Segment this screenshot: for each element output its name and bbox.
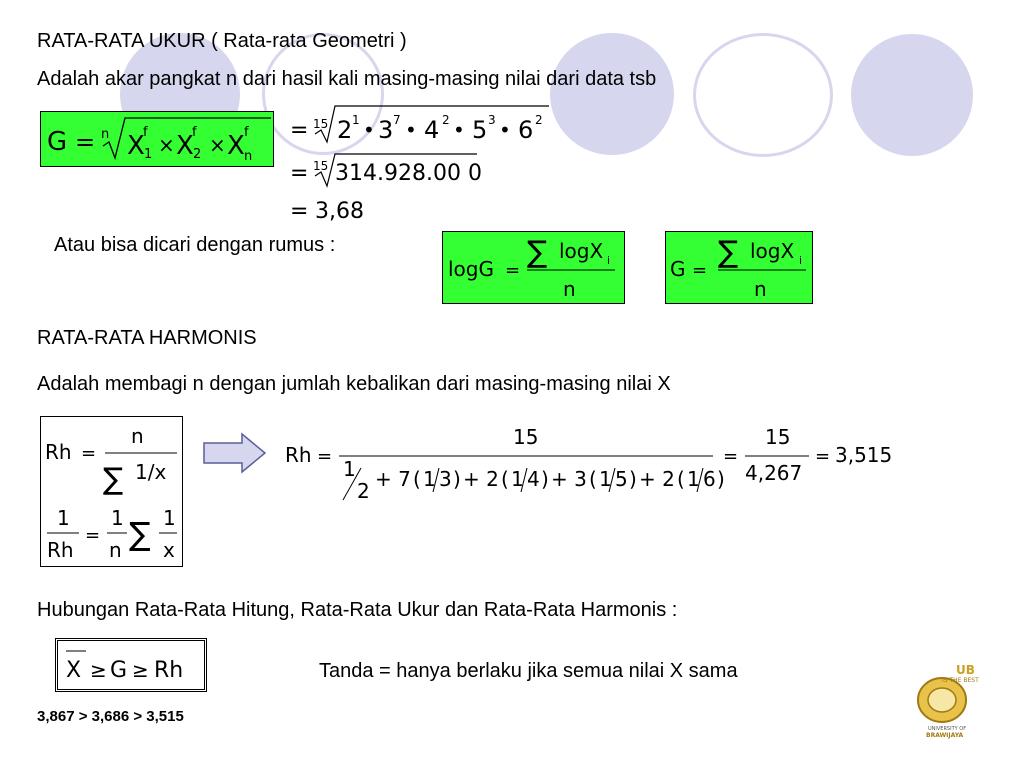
harm2-one-a: 1	[57, 506, 70, 530]
harm2-rh: Rh	[47, 538, 74, 562]
harm-lhs: Rh	[45, 440, 72, 464]
hc-t0: 1	[343, 457, 356, 481]
logo-best: IS THE BEST	[942, 677, 979, 684]
formula-harmonic-box	[40, 416, 183, 567]
rel-g: G	[110, 658, 128, 683]
harm2-one-c: 1	[163, 506, 176, 530]
times-1: ×	[158, 133, 175, 157]
formula-geometric	[41, 112, 273, 166]
rel-ge-2: ≥	[132, 658, 149, 682]
harm2-x: x	[163, 538, 175, 562]
calc-result: 3,68	[315, 199, 364, 224]
exp-1: f	[143, 125, 148, 140]
calc-eq-3: =	[290, 199, 309, 224]
calc-b2: 3	[378, 116, 394, 144]
svg-text:): )	[453, 467, 461, 491]
relation-formula	[58, 641, 204, 689]
calc-geometric	[285, 100, 565, 230]
calc-e3: 2	[442, 113, 450, 127]
arrow-right-icon	[202, 432, 268, 474]
hc-eq-3: =	[815, 446, 831, 467]
exp-2: f	[192, 125, 197, 140]
formula-g	[666, 232, 812, 303]
svg-text:(: (	[589, 467, 597, 491]
formula-geometric-box	[40, 111, 274, 167]
calc-dot-3: •	[453, 118, 465, 142]
hc-t8: + 3	[551, 467, 587, 491]
title-geometric-mean: RATA-RATA UKUR ( Rata-rata Geometri )	[37, 30, 407, 52]
calc-root-index-1: 15	[313, 117, 329, 131]
harm-num: n	[131, 424, 144, 448]
calc-e4: 3	[488, 113, 496, 127]
exp-n: f	[244, 125, 249, 140]
rel-xbar: X	[66, 658, 82, 683]
calc-dot-1: •	[363, 118, 375, 142]
hc-t2: + 7	[375, 467, 411, 491]
relation-formula-box	[55, 638, 207, 692]
hc-lhs: Rh	[285, 443, 312, 467]
harm2-n: n	[109, 538, 122, 562]
g-lhs: G	[670, 257, 686, 281]
calc-dot-2: •	[405, 118, 417, 142]
svg-text:(: (	[677, 467, 685, 491]
calc-b4: 5	[472, 116, 488, 144]
sub-2: 2	[193, 147, 202, 162]
harm2-sum: ∑	[129, 515, 151, 553]
calc-dot-4: •	[499, 118, 511, 142]
rel-rh: Rh	[154, 658, 184, 683]
log-sub: i	[607, 254, 611, 267]
title-harmonic-mean: RATA-RATA HARMONIS	[37, 327, 257, 349]
svg-text:): )	[541, 467, 549, 491]
hc-num2: 15	[765, 425, 791, 449]
log-den: n	[563, 277, 576, 301]
calc-root-index-2: 15	[313, 159, 329, 173]
svg-text:(: (	[501, 467, 509, 491]
log-lhs: logG	[448, 257, 494, 281]
hc-t13: 6	[703, 467, 716, 491]
hc-num: 15	[513, 425, 539, 449]
numeric-relation: 3,867 > 3,686 > 3,515	[37, 708, 184, 725]
calc-e1: 1	[352, 113, 360, 127]
relation-title: Hubungan Rata-Rata Hitung, Rata-Rata Ukur dan Rata-Rata Harmonis :	[37, 599, 678, 621]
log-eq: =	[505, 260, 521, 281]
hc-t1: 2	[357, 479, 370, 503]
hc-t7: 4	[527, 467, 540, 491]
university-logo	[912, 660, 980, 740]
times-2: ×	[209, 133, 226, 157]
hc-result: 3,515	[835, 443, 893, 467]
hc-t6: 1	[511, 467, 524, 491]
calc-product: 314.928.00 0	[335, 161, 482, 186]
g-sub: i	[799, 254, 803, 267]
formula-harmonic	[41, 417, 182, 566]
formula-eq: =	[75, 128, 96, 156]
calc-b3: 4	[424, 116, 440, 144]
base-x1: X	[127, 131, 145, 161]
decor-circle-4	[693, 33, 833, 157]
formula-g-box	[665, 231, 813, 304]
log-num: logX	[559, 239, 604, 263]
equality-note: Tanda = hanya berlaku jika semua nilai X sama	[319, 660, 738, 682]
definition-harmonic-mean: Adalah membagi n dengan jumlah kebalikan dari masing-masing nilai X	[37, 373, 671, 395]
hc-t5: + 2	[463, 467, 499, 491]
g-den: n	[754, 277, 767, 301]
hc-t10: 5	[615, 467, 628, 491]
calc-eq-2: =	[290, 161, 309, 186]
sub-1: 1	[144, 147, 153, 162]
harm-sum: ∑	[103, 462, 124, 497]
calc-eq-1: =	[290, 118, 309, 143]
logo-univ: UNIVERSITY OF	[928, 726, 967, 732]
logo-brawijaya: BRAWIJAYA	[926, 732, 964, 739]
root-index: n	[101, 127, 110, 142]
calc-e5: 2	[535, 113, 543, 127]
harm-den: 1/x	[135, 460, 167, 484]
base-x2: X	[176, 131, 194, 161]
decor-circle-3	[550, 33, 674, 155]
calc-b1: 2	[337, 116, 353, 144]
log-sum: ∑	[527, 235, 548, 270]
hc-t11: + 2	[639, 467, 675, 491]
formula-lhs: G	[47, 127, 68, 157]
g-eq: =	[692, 260, 708, 281]
formula-log	[443, 232, 624, 303]
definition-geometric-mean: Adalah akar pangkat n dari hasil kali masing-masing nilai dari data tsb	[37, 68, 657, 90]
alt-formula-text: Atau bisa dicari dengan rumus :	[54, 234, 336, 256]
calc-harmonic	[283, 420, 903, 510]
harm2-one-b: 1	[111, 506, 124, 530]
harm-eq: =	[81, 443, 97, 464]
formula-log-box	[442, 231, 625, 304]
sub-n: n	[244, 149, 253, 164]
g-num: logX	[750, 239, 795, 263]
svg-text:): )	[629, 467, 637, 491]
decor-circle-5	[851, 34, 973, 156]
rel-ge-1: ≥	[90, 658, 107, 682]
hc-den2: 4,267	[745, 461, 803, 485]
calc-e2: 7	[393, 113, 401, 127]
logo-ub: UB	[956, 663, 975, 677]
hc-t3: 1	[423, 467, 436, 491]
hc-p1: (	[413, 467, 421, 491]
hc-eq-1: =	[317, 446, 333, 467]
hc-t9: 1	[599, 467, 612, 491]
calc-b5: 6	[518, 116, 534, 144]
hc-eq-2: =	[723, 446, 739, 467]
svg-text:): )	[717, 467, 725, 491]
base-xn: X	[227, 131, 245, 161]
harm2-eq: =	[85, 525, 101, 546]
hc-t12: 1	[687, 467, 700, 491]
hc-t4: 3	[439, 467, 452, 491]
g-sum: ∑	[718, 235, 739, 270]
